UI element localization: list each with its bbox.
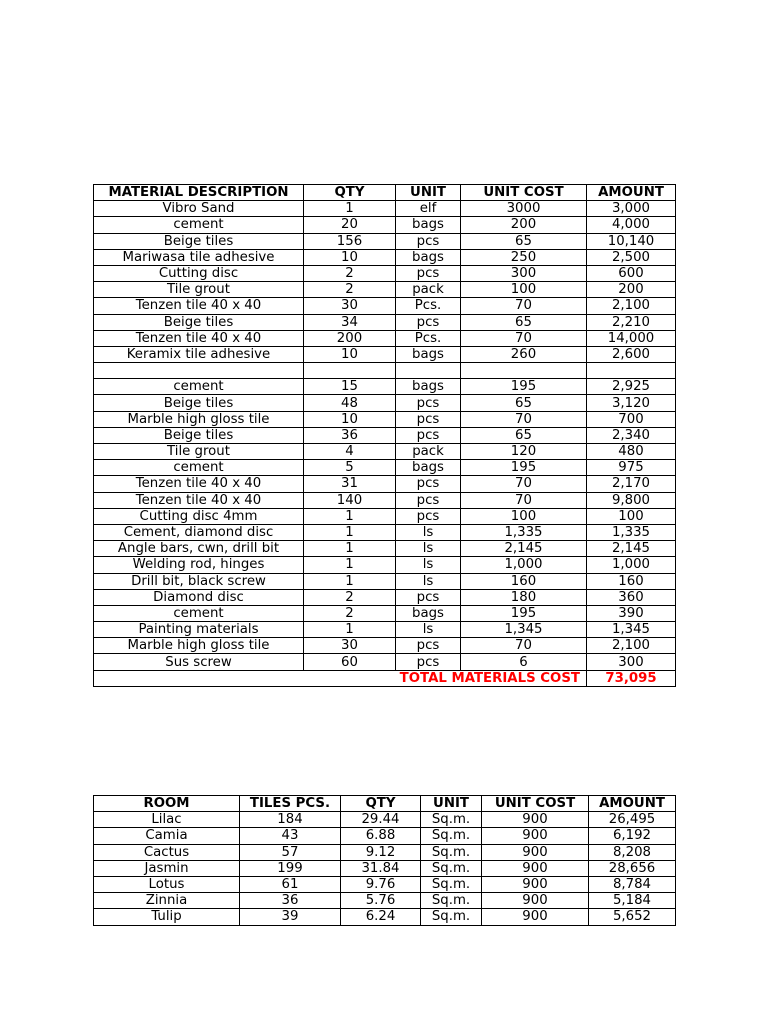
table-cell: Cutting disc 4mm: [94, 508, 304, 524]
table-row: [94, 314, 676, 330]
table-cell: Tile grout: [94, 282, 304, 298]
table-cell: 900: [482, 876, 589, 892]
table-cell: 600: [587, 265, 676, 281]
table-cell: 5.76: [341, 893, 421, 909]
table-cell: Tenzen tile 40 x 40: [94, 298, 304, 314]
table-cell: 2: [304, 265, 396, 281]
table-cell: 57: [240, 844, 341, 860]
table-cell: 2,145: [461, 541, 587, 557]
table-cell: 2,100: [587, 638, 676, 654]
table-cell: Marble high gloss tile: [94, 411, 304, 427]
table-cell: 36: [304, 427, 396, 443]
table-cell: Tile grout: [94, 444, 304, 460]
table-row: [94, 828, 676, 844]
table-cell: 70: [461, 638, 587, 654]
table-cell: 15: [304, 379, 396, 395]
table-cell: Angle bars, cwn, drill bit: [94, 541, 304, 557]
table-cell: bags: [396, 346, 461, 362]
table-cell: 6,192: [589, 828, 676, 844]
table-cell: 100: [587, 508, 676, 524]
table-cell: 5,184: [589, 893, 676, 909]
rooms-header-cell: AMOUNT: [589, 796, 676, 812]
rooms-header-cell: TILES PCS.: [240, 796, 341, 812]
table-cell: 195: [461, 379, 587, 395]
table-cell: cement: [94, 605, 304, 621]
table-cell: Sq.m.: [421, 812, 482, 828]
table-cell: pcs: [396, 492, 461, 508]
rooms-header-cell: QTY: [341, 796, 421, 812]
table-row: [94, 201, 676, 217]
table-cell: 60: [304, 654, 396, 670]
table-cell: 250: [461, 249, 587, 265]
table-cell: 2,170: [587, 476, 676, 492]
table-cell: Painting materials: [94, 622, 304, 638]
table-cell: cement: [94, 460, 304, 476]
table-cell: bags: [396, 249, 461, 265]
table-row: [94, 346, 676, 362]
table-cell: pcs: [396, 427, 461, 443]
table-cell: Camia: [94, 828, 240, 844]
table-cell: 65: [461, 395, 587, 411]
table-row: [94, 379, 676, 395]
table-cell: 160: [461, 573, 587, 589]
table-cell: Sus screw: [94, 654, 304, 670]
table-cell: 70: [461, 492, 587, 508]
table-cell: 2,600: [587, 346, 676, 362]
table-cell: 200: [304, 330, 396, 346]
table-row: [94, 460, 676, 476]
table-cell: 1: [304, 508, 396, 524]
table-cell: 31.84: [341, 860, 421, 876]
table-cell: Lotus: [94, 876, 240, 892]
table-cell: pack: [396, 444, 461, 460]
table-row: [94, 492, 676, 508]
table-cell: Keramix tile adhesive: [94, 346, 304, 362]
table-row: [94, 638, 676, 654]
table-cell: elf: [396, 201, 461, 217]
table-cell: 6.24: [341, 909, 421, 925]
table-row: [94, 265, 676, 281]
table-cell: 1: [304, 541, 396, 557]
table-cell: 5: [304, 460, 396, 476]
table-cell: bags: [396, 379, 461, 395]
rooms-header-cell: UNIT: [421, 796, 482, 812]
materials-header-cell: QTY: [304, 185, 396, 201]
table-cell: 36: [240, 893, 341, 909]
table-cell: 100: [461, 508, 587, 524]
table-row: [94, 395, 676, 411]
table-cell: 70: [461, 476, 587, 492]
table-cell: 900: [482, 828, 589, 844]
table-row: [94, 860, 676, 876]
table-cell: Marble high gloss tile: [94, 638, 304, 654]
table-row: [94, 411, 676, 427]
table-cell: pack: [396, 282, 461, 298]
table-cell: bags: [396, 217, 461, 233]
table-cell: 6: [461, 654, 587, 670]
table-cell: 65: [461, 233, 587, 249]
table-cell: 1,000: [587, 557, 676, 573]
table-cell: 300: [461, 265, 587, 281]
table-cell: 34: [304, 314, 396, 330]
table-cell: Pcs.: [396, 330, 461, 346]
table-row: [94, 909, 676, 925]
rooms-header-cell: UNIT COST: [482, 796, 589, 812]
table-cell: Cutting disc: [94, 265, 304, 281]
table-row: [94, 217, 676, 233]
materials-header-row: [94, 185, 676, 201]
table-cell: 156: [304, 233, 396, 249]
table-cell: 5,652: [589, 909, 676, 925]
table-row: [94, 444, 676, 460]
rooms-table: [93, 795, 676, 926]
table-row: [94, 330, 676, 346]
table-cell: Mariwasa tile adhesive: [94, 249, 304, 265]
total-materials-cost-label: TOTAL MATERIALS COST: [94, 670, 587, 686]
table-cell: Tulip: [94, 909, 240, 925]
table-row: [94, 508, 676, 524]
table-cell: 20: [304, 217, 396, 233]
table-cell: 70: [461, 330, 587, 346]
table-cell: 160: [587, 573, 676, 589]
table-cell: 260: [461, 346, 587, 362]
table-row: [94, 249, 676, 265]
table-cell: bags: [396, 460, 461, 476]
table-cell: 48: [304, 395, 396, 411]
table-cell: cement: [94, 217, 304, 233]
table-cell: 2,925: [587, 379, 676, 395]
table-cell: 10: [304, 346, 396, 362]
table-cell: 360: [587, 589, 676, 605]
table-cell: 200: [587, 282, 676, 298]
table-cell: 1,345: [587, 622, 676, 638]
table-cell: 900: [482, 909, 589, 925]
table-cell: 180: [461, 589, 587, 605]
table-cell: pcs: [396, 476, 461, 492]
table-cell: 2: [304, 282, 396, 298]
table-row: [94, 589, 676, 605]
table-cell: ls: [396, 573, 461, 589]
table-cell: pcs: [396, 233, 461, 249]
materials-total-row: [94, 670, 676, 686]
table-row: [94, 812, 676, 828]
table-cell: 30: [304, 638, 396, 654]
table-cell: Tenzen tile 40 x 40: [94, 330, 304, 346]
table-cell: Beige tiles: [94, 395, 304, 411]
table-cell: pcs: [396, 508, 461, 524]
table-cell: 2,145: [587, 541, 676, 557]
table-cell: pcs: [396, 589, 461, 605]
table-row: [94, 298, 676, 314]
table-cell: 1,345: [461, 622, 587, 638]
table-cell: Sq.m.: [421, 909, 482, 925]
materials-header-cell: UNIT COST: [461, 185, 587, 201]
table-cell: Zinnia: [94, 893, 240, 909]
table-row: [94, 427, 676, 443]
table-cell: 2,340: [587, 427, 676, 443]
table-cell: 2: [304, 605, 396, 621]
table-cell: 1: [304, 524, 396, 540]
table-cell: 9,800: [587, 492, 676, 508]
table-cell: 10,140: [587, 233, 676, 249]
table-cell: 3,120: [587, 395, 676, 411]
materials-header-cell: MATERIAL DESCRIPTION: [94, 185, 304, 201]
table-row: [94, 363, 676, 379]
table-cell: 10: [304, 411, 396, 427]
total-materials-cost-amount: 73,095: [587, 670, 676, 686]
table-cell: 14,000: [587, 330, 676, 346]
table-cell: [94, 363, 304, 379]
table-cell: 1,335: [587, 524, 676, 540]
table-cell: Sq.m.: [421, 860, 482, 876]
table-cell: Sq.m.: [421, 844, 482, 860]
table-cell: 2: [304, 589, 396, 605]
table-row: [94, 654, 676, 670]
table-cell: Sq.m.: [421, 828, 482, 844]
table-cell: [587, 363, 676, 379]
table-cell: Beige tiles: [94, 233, 304, 249]
table-cell: Diamond disc: [94, 589, 304, 605]
materials-header-cell: UNIT: [396, 185, 461, 201]
table-cell: 184: [240, 812, 341, 828]
table-cell: 1,000: [461, 557, 587, 573]
table-cell: 199: [240, 860, 341, 876]
table-cell: [304, 363, 396, 379]
table-cell: 1: [304, 557, 396, 573]
table-cell: pcs: [396, 638, 461, 654]
table-row: [94, 573, 676, 589]
table-cell: 70: [461, 411, 587, 427]
table-row: [94, 282, 676, 298]
table-cell: Vibro Sand: [94, 201, 304, 217]
rooms-header-cell: ROOM: [94, 796, 240, 812]
table-cell: ls: [396, 541, 461, 557]
table-cell: Drill bit, black screw: [94, 573, 304, 589]
table-cell: Sq.m.: [421, 893, 482, 909]
table-cell: 10: [304, 249, 396, 265]
table-cell: 480: [587, 444, 676, 460]
table-cell: 2,100: [587, 298, 676, 314]
table-cell: 390: [587, 605, 676, 621]
table-row: [94, 476, 676, 492]
table-cell: Lilac: [94, 812, 240, 828]
table-cell: 29.44: [341, 812, 421, 828]
table-cell: Cactus: [94, 844, 240, 860]
table-cell: 300: [587, 654, 676, 670]
table-cell: 65: [461, 314, 587, 330]
table-cell: 1: [304, 573, 396, 589]
table-cell: 65: [461, 427, 587, 443]
table-cell: pcs: [396, 411, 461, 427]
table-cell: Pcs.: [396, 298, 461, 314]
table-cell: ls: [396, 524, 461, 540]
table-cell: 1,335: [461, 524, 587, 540]
materials-table: [93, 184, 676, 687]
rooms-header-row: [94, 796, 676, 812]
table-cell: 900: [482, 860, 589, 876]
table-row: [94, 893, 676, 909]
table-cell: 900: [482, 812, 589, 828]
table-cell: pcs: [396, 395, 461, 411]
table-cell: pcs: [396, 265, 461, 281]
table-cell: 140: [304, 492, 396, 508]
table-row: [94, 557, 676, 573]
table-cell: Beige tiles: [94, 427, 304, 443]
table-cell: Welding rod, hinges: [94, 557, 304, 573]
table-row: [94, 876, 676, 892]
table-cell: 3000: [461, 201, 587, 217]
table-cell: 43: [240, 828, 341, 844]
table-cell: 195: [461, 460, 587, 476]
table-cell: 31: [304, 476, 396, 492]
table-cell: 9.76: [341, 876, 421, 892]
materials-header-cell: AMOUNT: [587, 185, 676, 201]
table-cell: 4,000: [587, 217, 676, 233]
table-row: [94, 233, 676, 249]
table-cell: Jasmin: [94, 860, 240, 876]
table-cell: 61: [240, 876, 341, 892]
table-row: [94, 541, 676, 557]
table-cell: cement: [94, 379, 304, 395]
table-cell: 1: [304, 201, 396, 217]
table-cell: ls: [396, 557, 461, 573]
table-cell: 4: [304, 444, 396, 460]
table-cell: [461, 363, 587, 379]
table-cell: 100: [461, 282, 587, 298]
table-cell: 26,495: [589, 812, 676, 828]
table-cell: 28,656: [589, 860, 676, 876]
table-row: [94, 844, 676, 860]
table-cell: pcs: [396, 654, 461, 670]
table-cell: 39: [240, 909, 341, 925]
table-cell: 2,210: [587, 314, 676, 330]
table-cell: 3,000: [587, 201, 676, 217]
table-row: [94, 622, 676, 638]
table-row: [94, 605, 676, 621]
table-cell: Tenzen tile 40 x 40: [94, 476, 304, 492]
table-cell: pcs: [396, 314, 461, 330]
table-cell: 195: [461, 605, 587, 621]
table-cell: 900: [482, 844, 589, 860]
table-cell: 6.88: [341, 828, 421, 844]
table-cell: 9.12: [341, 844, 421, 860]
table-cell: ls: [396, 622, 461, 638]
table-cell: 120: [461, 444, 587, 460]
table-cell: Beige tiles: [94, 314, 304, 330]
table-cell: 8,784: [589, 876, 676, 892]
table-cell: 900: [482, 893, 589, 909]
table-cell: Sq.m.: [421, 876, 482, 892]
table-cell: 1: [304, 622, 396, 638]
table-cell: [396, 363, 461, 379]
table-cell: Tenzen tile 40 x 40: [94, 492, 304, 508]
table-cell: 8,208: [589, 844, 676, 860]
table-cell: Cement, diamond disc: [94, 524, 304, 540]
table-cell: 2,500: [587, 249, 676, 265]
table-cell: 30: [304, 298, 396, 314]
table-cell: 70: [461, 298, 587, 314]
table-cell: bags: [396, 605, 461, 621]
table-cell: 200: [461, 217, 587, 233]
table-cell: 975: [587, 460, 676, 476]
table-cell: 700: [587, 411, 676, 427]
table-row: [94, 524, 676, 540]
